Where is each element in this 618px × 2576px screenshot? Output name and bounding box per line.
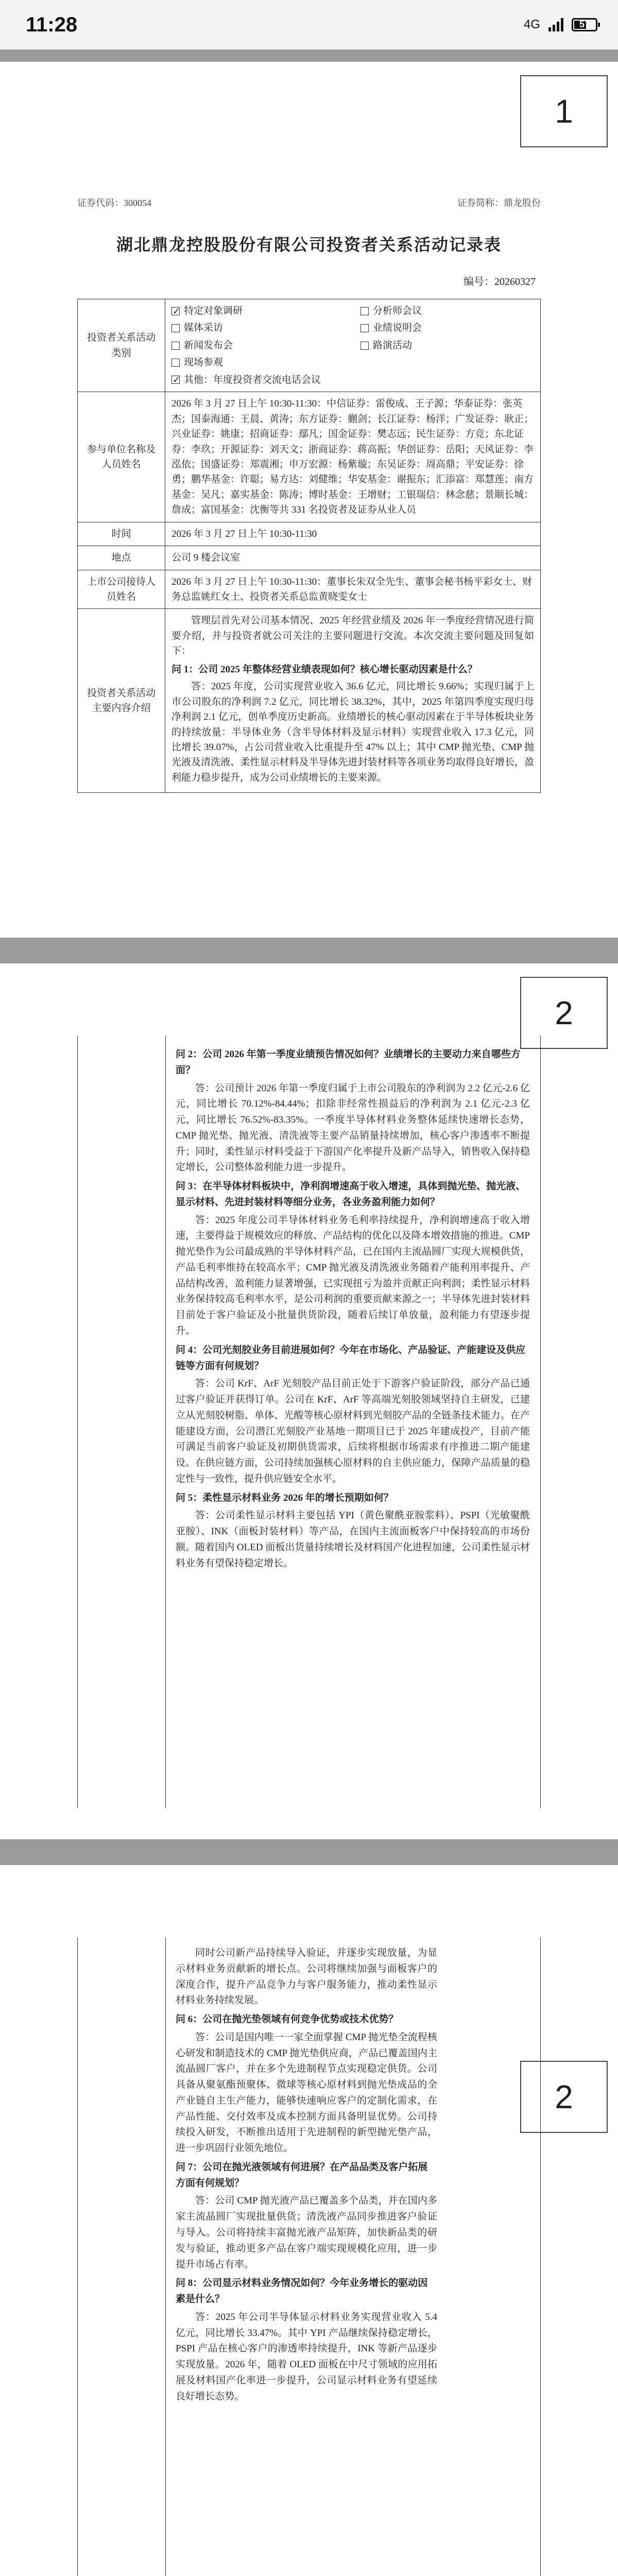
unchecked-box-icon bbox=[360, 324, 369, 332]
activity-type-option bbox=[360, 338, 534, 353]
activity-type-option-label: 其他：年度投资者交流电话会议 bbox=[184, 374, 321, 385]
unchecked-box-icon bbox=[171, 342, 180, 350]
activity-type-option bbox=[171, 338, 345, 353]
page-3 bbox=[0, 1865, 618, 2576]
unchecked-box-icon bbox=[171, 324, 180, 332]
activity-type-option bbox=[360, 303, 534, 318]
activity-type-option-label: 分析师会议 bbox=[373, 306, 422, 316]
battery-icon bbox=[572, 18, 597, 31]
doc-number: 编号：20260327 bbox=[464, 276, 536, 287]
activity-type-option bbox=[171, 372, 534, 387]
answer-6: 答：公司是国内唯一一家全面掌握 CMP 抛光垫全流程核心研发和制造技术的 CMP 抛光垫供应商，产品已覆盖国内主流晶圆厂客户，并在多个先进制程节点实现稳定供货。公司具备从聚氨酯预聚体、微球等核心原材料到抛光垫成品的全产业链自主生产能力，能够快速响应客户的定制化需求，在产品性能、交付效率及成本控制方面具备明显优势。公司持续投入研发，不断推出适用于先进制程的新型抛光垫产品，进一步巩固行业领先地位。 bbox=[176, 2031, 437, 2154]
answer-3: 答：2025 年度公司半导体材料业务毛利率持续提升，净利润增速高于收入增速，主要得益于规模效应的释放、产品结构的优化以及降本增效措施的推进。CMP 抛光垫作为公司最成熟的半导体材料产品，已在国内主流晶圆厂实现大规模供货，产品毛利率维持在较高水平；CMP 抛光液及清洗液业务随着产能利用率提升、产品结构改善，盈利能力显著增强，已实现扭亏为盈并贡献正向利润；柔性显示材料业务保持较高毛利率水平，是公司利润的重要贡献来源之一；半导体先进封装材料目前处于客户验证及小批量供货阶段，随着后续订单放量，盈利能力有望逐步提升。 bbox=[176, 1214, 530, 1337]
time-value: 2026 年 3 月 27 日上午 10:30-11:30 bbox=[165, 522, 541, 546]
page-2-content bbox=[77, 1036, 541, 1808]
page-3-content bbox=[77, 1937, 541, 2576]
answer-4: 答：公司 KrF、ArF 光刻胶产品目前正处于下游客户验证阶段，部分产品已通过客户验证并获得订单。公司在 KrF、ArF 等高端光刻胶领域坚持自主研发，已建立从光刻胶树脂、单体、光酸等核心原材料到光刻胶产品的全链条技术能力。在产能建设方面，公司潜江光刻胶产业基地一期项目已于 2025 年建成投产，目前产能可满足当前客户验证及初期供货需求，后续将根据市场需求有序推进二期产能建设。在供应链方面，公司持续加强核心原材料的自主供应能力，保障产品质量的稳定性与一致性，提升供应链安全水平。 bbox=[176, 1378, 530, 1484]
participants-value: 2026 年 3 月 27 日上午 10:30-11:30：中信证券：雷俊成、王子源；华泰证券：张英杰；国泰海通：王晨、黄涛；东方证券：蒯剑；长江证券：杨洋；广发证券：耿正；兴业证券：姚康；招商证券：鄢凡；国金证券：樊志远；民生证券：方竞；东北证券：李玖；开源证券：刘天文；浙商证券：蒋高振；华创证券：岳阳；天风证券：李泓依；国盛证券：郑震湘；申万宏源：杨紫璇；东吴证券：周高鼎；平安证券：徐勇；鹏华基金：许聪；易方达：刘健维；华安基金：谢振东；汇添富：郑慧莲；南方基金：吴凡；嘉实基金：陈涛；博时基金：王增财；工银瑞信：林念慈；景顺长城：詹成；富国基金：沈衡等共 331 名投资者及证券从业人员 bbox=[165, 392, 541, 522]
checked-box-icon bbox=[171, 307, 180, 315]
question-5: 问 5：柔性显示材料业务 2026 年的增长预期如何？ bbox=[176, 1492, 393, 1503]
activity-type-label: 投资者关系活动类别 bbox=[78, 299, 165, 392]
activity-type-option-label: 媒体采访 bbox=[184, 323, 224, 334]
question-1: 问 1：公司 2025 年整体经营业绩表现如何？核心增长驱动因素是什么？ bbox=[171, 664, 477, 675]
answer-5-continued: 同时公司新产品持续导入验证，并逐步实现放量，为显示材料业务贡献新的增长点。公司将继续加强与面板客户的深度合作，提升产品竞争力与客户服务能力，推动柔性显示材料业务持续发展。 bbox=[176, 1947, 437, 2006]
question-4: 问 4：公司光刻胶业务目前进展如何？今年在市场化、产品验证、产能建设及供应链等方面有何规划？ bbox=[176, 1344, 526, 1371]
main-content-intro: 管理层首先对公司基本情况、2025 年经营业绩及 2026 年一季度经营情况进行简要介绍，并与投资者就公司关注的主要问题进行交流。本次交流主要问题及回复如下： bbox=[171, 615, 534, 657]
doc-meta bbox=[77, 196, 541, 209]
main-content-cell bbox=[165, 609, 541, 793]
reception-label: 上市公司接待人员姓名 bbox=[78, 570, 165, 609]
signal-icon bbox=[548, 18, 563, 31]
answer-7: 答：公司 CMP 抛光液产品已覆盖多个品类，并在国内多家主流晶圆厂实现批量供货；清洗液产品同步推进客户验证与导入。公司将持续丰富抛光液产品矩阵，加快新品类的研发与验证，推动更多产品在客户端实现规模化应用，进一步提升市场占有率。 bbox=[176, 2195, 437, 2270]
status-icons bbox=[524, 18, 597, 32]
unchecked-box-icon bbox=[171, 359, 180, 367]
stock-code: 证券代码：300054 bbox=[77, 198, 151, 208]
question-6: 问 6：公司在抛光垫领域有何竞争优势或技术优势？ bbox=[176, 2014, 399, 2025]
activity-type-option-label: 新闻发布会 bbox=[184, 340, 233, 351]
location-label: 地点 bbox=[78, 546, 165, 570]
activity-type-option bbox=[171, 355, 345, 370]
location-value: 公司 9 楼会议室 bbox=[165, 546, 541, 570]
activity-type-options bbox=[165, 299, 541, 392]
question-7: 问 7：公司在抛光液领域有何进展？在产品品类及客户拓展方面有何规划？ bbox=[176, 2161, 428, 2189]
activity-type-option bbox=[360, 320, 534, 335]
question-3: 问 3：在半导体材料板块中，净利润增速高于收入增速，具体到抛光垫、抛光液、显示材料、先进封装材料等细分业务，各业务盈利能力如何？ bbox=[176, 1181, 526, 1208]
activity-type-option-label: 路演活动 bbox=[373, 340, 413, 351]
question-2: 问 2：公司 2026 年第一季度业绩预告情况如何？业绩增长的主要动力来自哪些方面？ bbox=[176, 1049, 521, 1076]
page-1 bbox=[0, 62, 618, 938]
activity-type-option-label: 业绩说明会 bbox=[373, 323, 422, 334]
main-content-label: 投资者关系活动主要内容介绍 bbox=[78, 609, 165, 793]
activity-type-option bbox=[171, 320, 345, 335]
page-number-badge: 1 bbox=[520, 75, 608, 147]
time-label: 时间 bbox=[78, 522, 165, 546]
status-bar bbox=[0, 0, 618, 49]
answer-5: 答：公司柔性显示材料主要包括 YPI（黄色聚酰亚胺浆料）、PSPI（光敏聚酰亚胺）、INK（面板封装材料）等产品，在国内主流面板客户中保持较高的市场份额。随着国内 OLED 面板出货量持续增长及材料国产化进程加速，公司柔性显示材料业务有望保持稳定增长。 bbox=[176, 1510, 530, 1569]
unchecked-box-icon bbox=[360, 342, 369, 350]
activity-type-option-label: 现场参观 bbox=[184, 357, 224, 368]
unchecked-box-icon bbox=[360, 307, 369, 315]
network-label: 4G bbox=[523, 18, 540, 31]
page-number-badge: 2 bbox=[520, 2061, 608, 2133]
stock-name: 证券简称：鼎龙股份 bbox=[457, 198, 541, 208]
record-table bbox=[77, 299, 541, 793]
battery-percent: 57 bbox=[579, 19, 590, 29]
answer-8: 答：2025 年公司半导体显示材料业务实现营业收入 5.4 亿元，同比增长 33.47%。其中 YPI 产品继续保持稳定增长，PSPI 产品在核心客户的渗透率持续提升，INK 等新产品逐步实现放量。2026 年，随着 OLED 面板在中尺寸领域的应用拓展及材料国产化率进一步提升，公司显示材料业务有望延续良好增长态势。 bbox=[176, 2311, 437, 2402]
participants-label: 参与单位名称及人员姓名 bbox=[78, 392, 165, 522]
page-2 bbox=[0, 963, 618, 1839]
answer-1: 答：2025 年度，公司实现营业收入 36.6 亿元，同比增长 9.66%；实现归属于上市公司股东的净利润 7.2 亿元，同比增长 38.32%，其中，2025 年第四季度实现归母净利润 2.1 亿元，创单季度历史新高。业绩增长的核心驱动因素在于半导体板块业务的持续放量：半导体业务（含半导体材料及显示材料）实现营业收入 17.3 亿元，同比增长 39.07%，占公司营业收入比重提升至 47% 以上；其中 CMP 抛光垫、CMP 抛光液及清洗液、柔性显示材料及半导体先进封装材料等各项业务均取得良好增长，盈利能力稳步提升，成为公司业绩增长的主要来源。 bbox=[171, 681, 534, 783]
answer-2: 答：公司预计 2026 年第一季度归属于上市公司股东的净利润为 2.2 亿元-2.6 亿元，同比增长 70.12%-84.44%；扣除非经常性损益后的净利润为 2.1 亿元-2.3 亿元，同比增长 76.52%-83.35%。一季度半导体材料业务整体延续快速增长态势，CMP 抛光垫、抛光液、清洗液等主要产品销量持续增加，核心客户渗透率不断提升；同时，柔性显示材料受益于下游国产化率提升及新产品导入，销售收入保持稳定增长，公司整体盈利能力进一步提升。 bbox=[176, 1082, 530, 1173]
status-time: 11:28 bbox=[26, 13, 78, 36]
doc-title: 湖北鼎龙控股股份有限公司投资者关系活动记录表 bbox=[116, 235, 502, 254]
page-number-badge: 2 bbox=[520, 977, 608, 1049]
reception-value: 2026 年 3 月 27 日上午 10:30-11:30：董事长朱双全先生、董事会秘书杨平彩女士、财务总监姚红女士、投资者关系总监黄晓雯女士 bbox=[165, 570, 541, 609]
checked-box-icon bbox=[171, 376, 180, 384]
activity-type-option bbox=[171, 303, 345, 318]
activity-type-option-label: 特定对象调研 bbox=[184, 306, 243, 316]
question-8: 问 8：公司显示材料业务情况如何？今年业务增长的驱动因素是什么？ bbox=[176, 2278, 428, 2305]
